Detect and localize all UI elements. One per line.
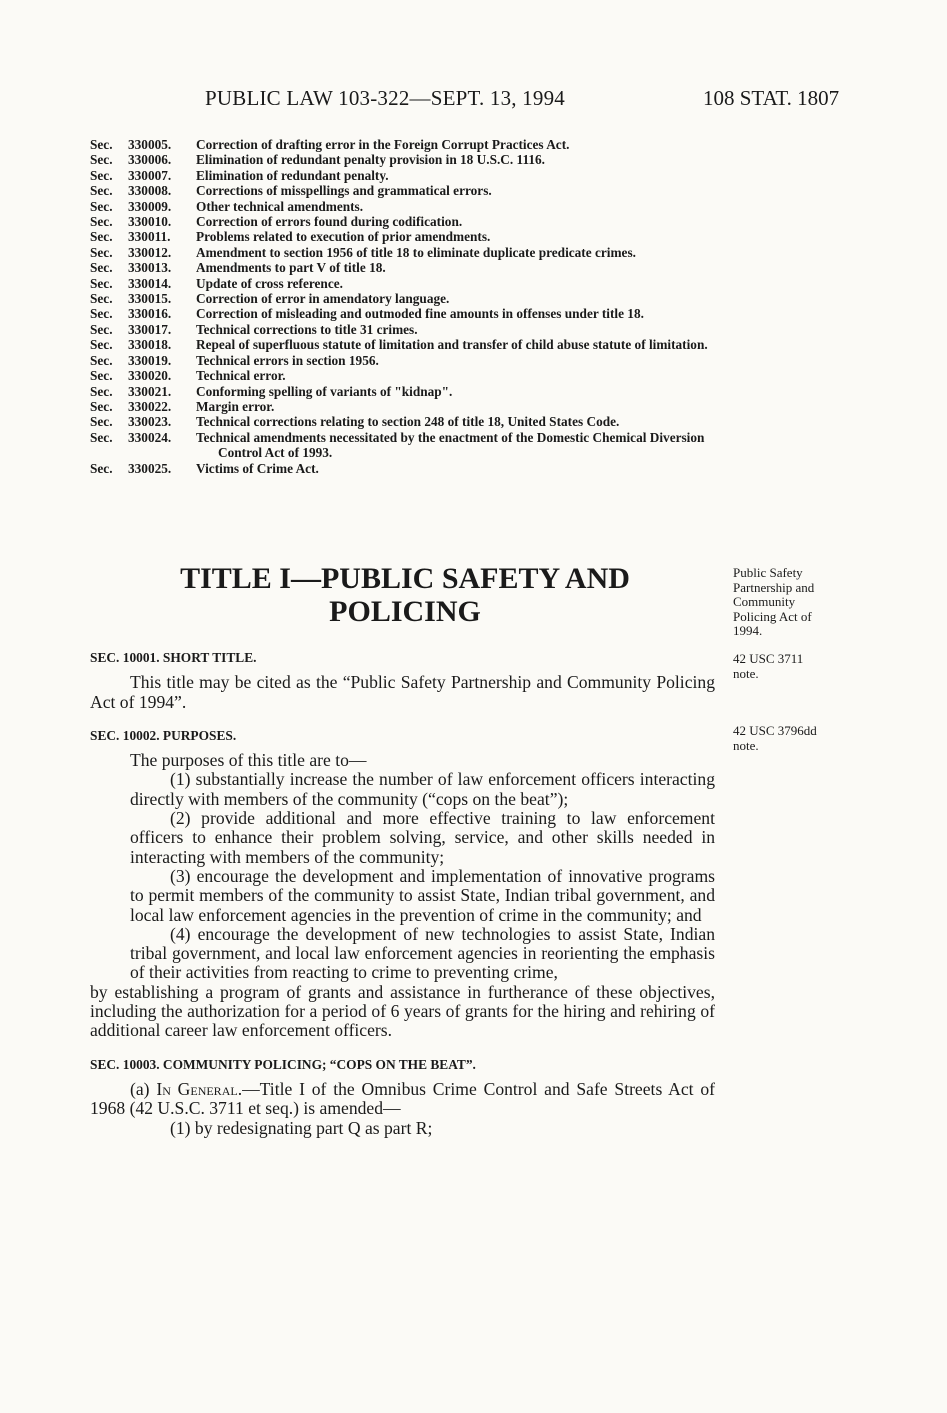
toc-sec: Sec. (90, 321, 113, 337)
subsection-a-text: .—Title I of the Omnibus Crime Control and Safe Streets Act of 1968 (42 U.S.C. 3711 et seq.) is amended— (90, 1078, 715, 1119)
toc-num: 330007. (128, 167, 172, 183)
toc-num: 330024. (128, 429, 172, 445)
toc-row (90, 368, 720, 383)
toc-text: Repeal of superfluous statute of limitation and transfer of child abuse statute of limitation. (196, 337, 708, 353)
toc-sec: Sec. (90, 137, 113, 152)
toc-text: Problems related to execution of prior amendments. (196, 229, 491, 245)
toc-num: 330013. (128, 260, 172, 276)
toc-row (90, 337, 720, 352)
toc-num: 330009. (128, 198, 172, 214)
toc-sec: Sec. (90, 229, 113, 245)
toc-sec: Sec. (90, 429, 113, 445)
toc-row (90, 353, 720, 368)
toc-sec: Sec. (90, 275, 113, 291)
toc-row (90, 291, 720, 306)
main-text (90, 648, 715, 1138)
toc-num: 330015. (128, 291, 172, 307)
title-heading (90, 562, 720, 628)
margin-note-line: Partnership and (733, 579, 815, 595)
toc-row (90, 414, 720, 429)
title-line-2: POLICING (329, 595, 481, 628)
section-10001-text: This title may be cited as the “Public Safety Partnership and Community Policing Act of 1994”. (90, 672, 715, 712)
toc-sec: Sec. (90, 167, 113, 183)
toc-sec: Sec. (90, 414, 113, 430)
toc-num: 330014. (128, 275, 172, 291)
toc-num: 330022. (128, 398, 172, 414)
section-10002-closing: by establishing a program of grants and assistance in furtherance of these objectives, including the authorization for a period of 6 years of grants for the hiring and rehiring of additional career law enforcement officers. (90, 981, 715, 1041)
title-line-1: TITLE I—PUBLIC SAFETY AND (180, 562, 630, 595)
toc-text: Technical amendments necessitated by the enactment of the Domestic Chemical Diversion Control Act of 1993. (196, 429, 705, 461)
table-of-contents (90, 137, 720, 476)
toc-sec: Sec. (90, 183, 113, 199)
toc-row (90, 461, 720, 476)
toc-sec: Sec. (90, 152, 113, 168)
purpose-item-4: (4) encourage the development of new technologies to assist State, Indian tribal government, and local law enforcement agencies in reorienting the emphasis of their activities from reacting to crime to preventing crime, (130, 923, 715, 983)
toc-sec: Sec. (90, 368, 113, 384)
purpose-item-1: (1) substantially increase the number of law enforcement officers interacting directly with members of the community (“cops on the beat”); (130, 769, 715, 809)
toc-num: 330016. (128, 306, 172, 322)
toc-sec: Sec. (90, 337, 113, 353)
margin-note-line: 42 USC 3711 (733, 651, 804, 666)
toc-text: Correction of drafting error in the Foreign Corrupt Practices Act. (196, 137, 570, 152)
margin-note-line: Community (733, 594, 796, 610)
toc-text: Correction of errors found during codification. (196, 214, 463, 230)
toc-text: Update of cross reference. (196, 275, 343, 291)
toc-num: 330008. (128, 183, 172, 199)
margin-note-line: note. (733, 737, 759, 753)
toc-num: 330023. (128, 414, 172, 430)
toc-sec: Sec. (90, 352, 113, 368)
toc-sec: Sec. (90, 291, 113, 307)
toc-text: Elimination of redundant penalty. (196, 167, 389, 183)
toc-text: Technical errors in section 1956. (196, 352, 379, 368)
toc-num: 330017. (128, 321, 172, 337)
section-10001-heading: SEC. 10001. SHORT TITLE. (90, 650, 257, 665)
toc-text: Correction of error in amendatory language. (196, 291, 450, 307)
margin-note-usc-3796dd (733, 724, 858, 753)
toc-sec: Sec. (90, 460, 113, 476)
toc-num: 330018. (128, 337, 172, 353)
section-10003-item-1: (1) by redesignating part Q as part R; (170, 1117, 433, 1138)
toc-row (90, 183, 720, 198)
margin-note-line: note. (733, 665, 759, 681)
toc-row (90, 260, 720, 275)
toc-sec: Sec. (90, 260, 113, 276)
toc-num: 330021. (128, 383, 172, 399)
toc-sec: Sec. (90, 398, 113, 414)
toc-text: Elimination of redundant penalty provision in 18 U.S.C. 1116. (196, 152, 546, 168)
page-header (0, 86, 947, 116)
toc-row (90, 199, 720, 214)
toc-row (90, 152, 720, 167)
toc-row (90, 384, 720, 399)
margin-note-usc-3711 (733, 652, 858, 681)
toc-row (90, 229, 720, 244)
section-10003-heading: SEC. 10003. COMMUNITY POLICING; “COPS ON THE BEAT”. (90, 1056, 476, 1072)
toc-sec: Sec. (90, 306, 113, 322)
toc-sec: Sec. (90, 198, 113, 214)
purpose-item-2: (2) provide additional and more effective training to law enforcement officers to enhance their problem solving, service, and other skills needed in interacting with members of the community; (130, 808, 715, 867)
margin-note-line: Public Safety (733, 565, 803, 580)
toc-num: 330012. (128, 244, 172, 260)
toc-num: 330019. (128, 352, 172, 368)
subsection-a-label: (a) I (130, 1078, 163, 1099)
toc-row (90, 214, 720, 229)
toc-row (90, 245, 720, 260)
header-public-law: PUBLIC LAW 103-322—SEPT. 13, 1994 (205, 86, 565, 110)
toc-text: Amendment to section 1956 of title 18 to eliminate duplicate predicate crimes. (196, 244, 636, 260)
section-10002-intro: The purposes of this title are to— (130, 750, 367, 771)
toc-text: Technical error. (196, 368, 286, 384)
toc-row (90, 430, 720, 461)
toc-text: Conforming spelling of variants of "kidnap". (196, 383, 453, 399)
toc-row (90, 137, 720, 152)
toc-num: 330005. (128, 137, 172, 152)
toc-num: 330025. (128, 460, 172, 476)
section-10002-heading: SEC. 10002. PURPOSES. (90, 727, 237, 743)
subsection-a-caps: n General (162, 1078, 238, 1099)
margin-note-line: Policing Act of (733, 608, 812, 624)
toc-row (90, 306, 720, 321)
toc-text: Corrections of misspellings and grammatical errors. (196, 183, 492, 199)
toc-text: Correction of misleading and outmoded fine amounts in offenses under title 18. (196, 306, 644, 322)
toc-sec: Sec. (90, 214, 113, 230)
toc-row (90, 276, 720, 291)
toc-row (90, 322, 720, 337)
header-stat-page: 108 STAT. 1807 (703, 86, 840, 110)
toc-text: Victims of Crime Act. (196, 460, 319, 476)
toc-text: Technical corrections to title 31 crimes. (196, 321, 418, 337)
toc-sec: Sec. (90, 244, 113, 260)
margin-note-line: 1994. (733, 623, 763, 639)
section-10003-subsection-a (90, 1080, 715, 1119)
toc-text: Margin error. (196, 398, 275, 414)
toc-num: 330010. (128, 214, 172, 230)
toc-sec: Sec. (90, 383, 113, 399)
toc-text: Other technical amendments. (196, 198, 364, 214)
toc-row (90, 168, 720, 183)
purpose-item-3: (3) encourage the development and implementation of innovative programs to permit members of the community to assist State, Indian tribal government, and local law enforcement agencies in the prevention of crime in the community; and (130, 865, 715, 925)
margin-note-short-title (733, 566, 858, 639)
margin-note-line: 42 USC 3796dd (733, 723, 817, 738)
toc-text: Technical corrections relating to section 248 of title 18, United States Code. (196, 414, 620, 430)
toc-row (90, 399, 720, 414)
toc-num: 330020. (128, 368, 172, 384)
toc-num: 330011. (128, 229, 171, 245)
toc-num: 330006. (128, 152, 172, 168)
toc-text: Amendments to part V of title 18. (196, 260, 386, 276)
